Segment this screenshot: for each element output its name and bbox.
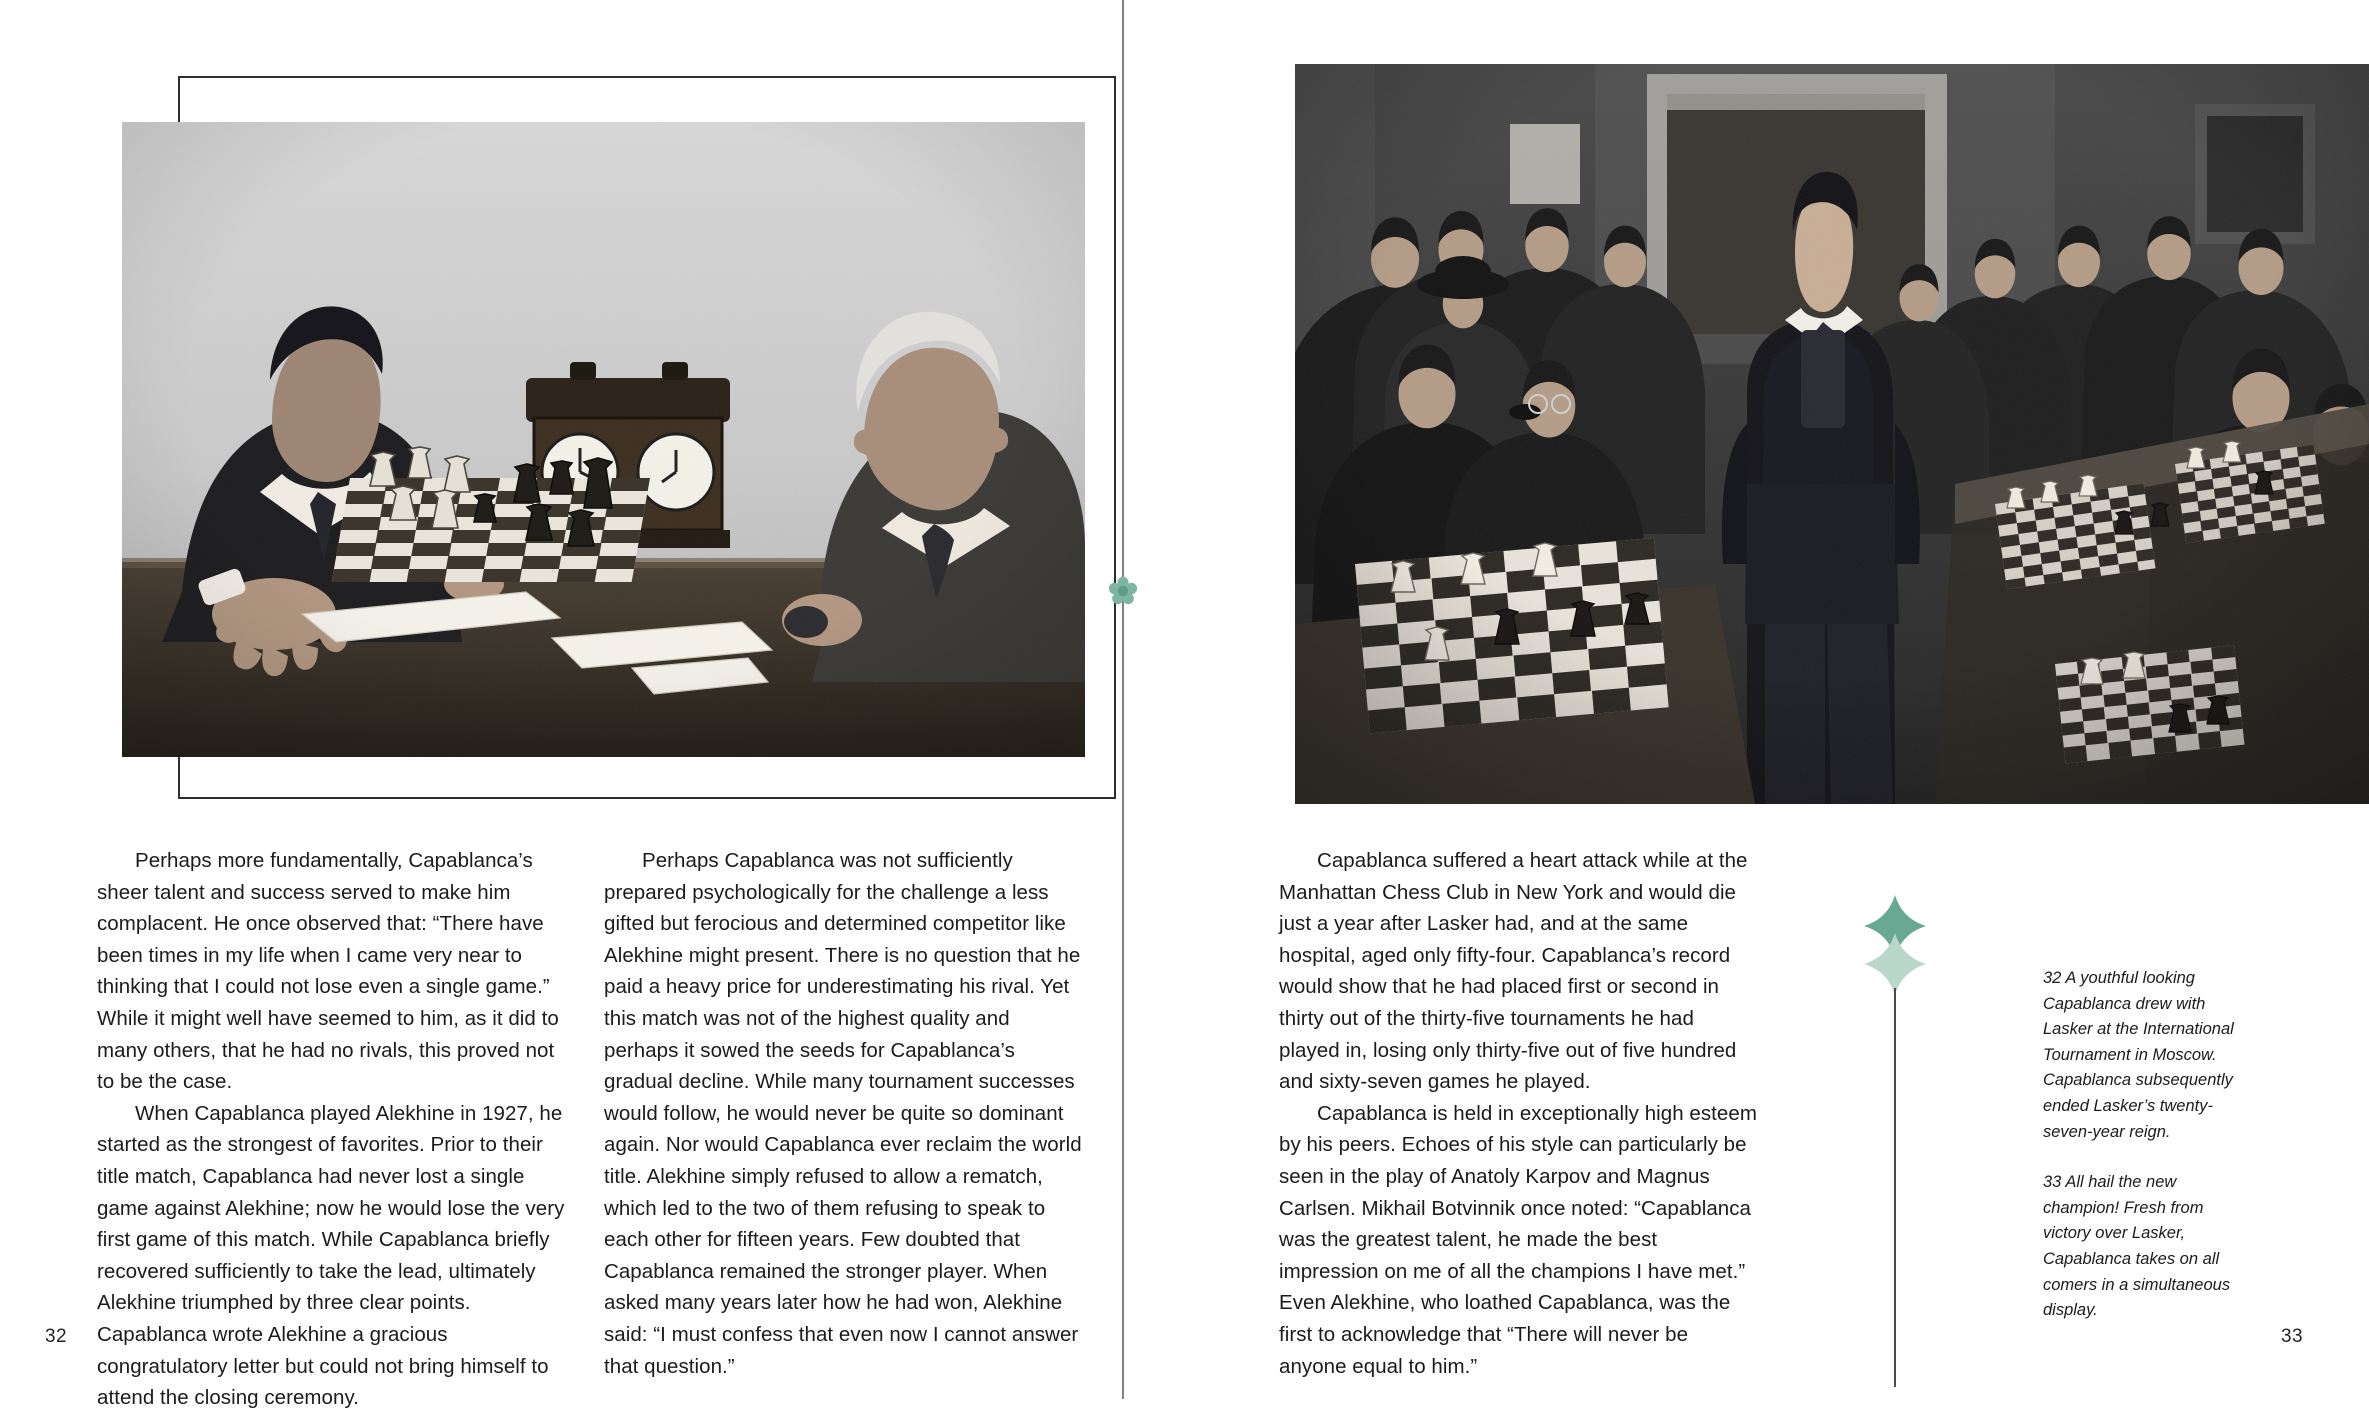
caption-33: 33 All hail the new champion! Fresh from victory over Lasker, Capablanca takes on all comers in a simultaneous display.: [2043, 1173, 2231, 1320]
caption-vertical-rule: [1894, 988, 1896, 1387]
photo-captions: [2043, 966, 2251, 1324]
left-page: [0, 0, 1184, 1410]
body-column-2: [604, 845, 1084, 1382]
caption-32: 32 A youthful looking Capablanca drew with Lasker at the International Tournament in Moscow. Capablanca subsequently ended Lasker’s twenty-seven-year reign.: [2043, 969, 2234, 1141]
paragraph: When Capablanca played Alekhine in 1927, he started as the strongest of favorites. Prior to their title match, Capablanca had never lost a single game against Alekhine; now he would lose the very first game of this match. While Capablanca briefly recovered sufficiently to take the lead, ultimately Alekhine triumphed by three clear points. Capablanca wrote Alekhine a gracious congratulatory letter but could not bring himself to attend the closing ceremony.: [97, 1101, 565, 1410]
body-column-3: [1279, 845, 1759, 1382]
page-number-right: 33: [2281, 1326, 2303, 1347]
paragraph: Perhaps more fundamentally, Capablanca’s sheer talent and success served to make him complacent. He once observed that: “There have been times in my life when I came very near to thinking that I could not lose even a single game.” While it might well have seemed to him, as it did to many others, that he had no rivals, this proved not to be the case.: [97, 849, 559, 1094]
capablanca-simultaneous-display-photo: [1295, 64, 2369, 804]
paragraph: Perhaps Capablanca was not sufficiently prepared psychologically for the challenge a less gifted but ferocious and determined competitor like Alekhine might present. There is no question that he paid a heavy price for underestimating his rival. Yet this match was not of the highest quality and perhaps it sowed the seeds for Capablanca’s gradual decline. While many tournament successes would follow, he would never be quite so dominant again. Nor would Capablanca ever reclaim the world title. Alekhine simply refused to allow a rematch, which led to the two of them refusing to speak to each other for fifteen years. Few doubted that Capablanca remained the stronger player. When asked many years later how he had won, Alekhine said: “I must confess that even now I cannot answer that question.”: [604, 849, 1082, 1378]
body-column-1: [97, 845, 567, 1414]
page-number-left: 32: [45, 1326, 67, 1347]
diamond-ornament-icon: [1848, 893, 1942, 997]
gutter-rule: [1122, 0, 1124, 1399]
flower-ornament-icon: [1106, 574, 1140, 608]
capablanca-lasker-match-photo: [122, 122, 1085, 757]
paragraph: Capablanca is held in exceptionally high esteem by his peers. Echoes of his style can particularly be seen in the play of Anatoly Karpov and Magnus Carlsen. Mikhail Botvinnik once noted: “Capablanca was the greatest talent, he made the best impression on me of all the champions I have met.” Even Alekhine, who loathed Capablanca, was the first to acknowledge that “There will never be anyone equal to him.”: [1279, 1101, 1757, 1378]
paragraph: Capablanca suffered a heart attack while at the Manhattan Chess Club in New York and would die just a year after Lasker had, and at the same hospital, aged only fifty-four. Capablanca’s record would show that he had placed first or second in thirty out of the thirty-five tournaments he had played in, losing only thirty-five out of five hundred and sixty-seven games he played.: [1279, 849, 1748, 1094]
